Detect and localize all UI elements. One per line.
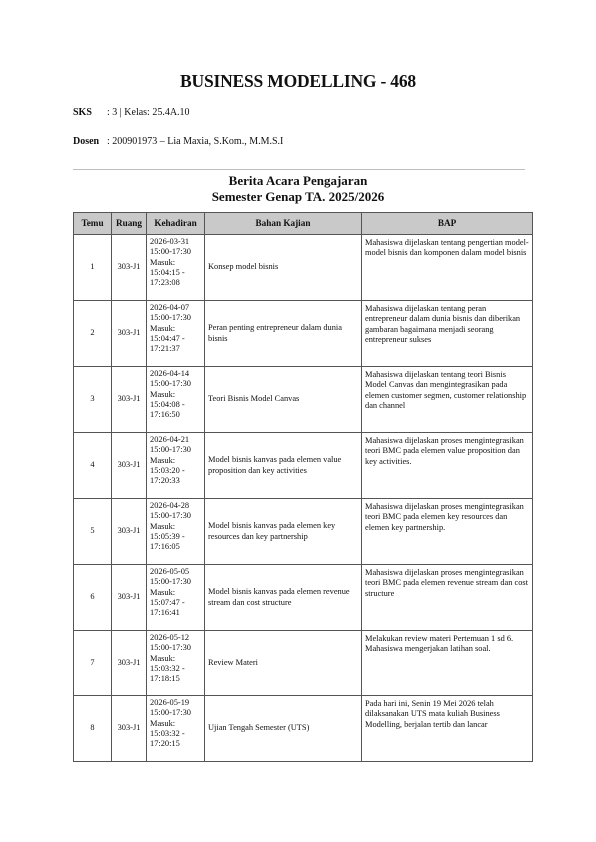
kehadiran-time: 15:00-17:30 (150, 577, 191, 587)
bahan-kajian-cell: Review Materi (205, 631, 362, 696)
kehadiran-date: 2026-04-28 (150, 501, 190, 510)
table-row (74, 235, 533, 301)
kehadiran-masuk-label: Masuk: (150, 455, 176, 465)
ruang-cell: 303-J1 (112, 631, 147, 696)
temu-cell: 3 (74, 367, 112, 433)
temu-cell: 4 (74, 433, 112, 499)
bap-cell: Melakukan review materi Pertemuan 1 sd 6. Mahasiswa mengerjakan latihan soal. (362, 631, 533, 696)
ruang-cell: 303-J1 (112, 367, 147, 433)
kehadiran-masuk-time: 15:04:08 - (150, 399, 185, 409)
ruang-cell: 303-J1 (112, 696, 147, 762)
table-row (74, 565, 533, 631)
kehadiran-masuk-time: 15:03:20 - (150, 465, 185, 475)
kehadiran-date: 2026-03-31 (150, 237, 190, 246)
kehadiran-keluar-time: 17:16:05 (150, 542, 180, 552)
bap-cell: Pada hari ini, Senin 19 Mei 2026 telah dilaksanakan UTS mata kuliah Business Modelling, berjalan tertib dan lancar (362, 696, 533, 762)
temu-cell: 6 (74, 565, 112, 631)
bahan-kajian-cell: Model bisnis kanvas pada elemen value proposition dan key activities (205, 433, 362, 499)
kehadiran-date: 2026-05-19 (150, 698, 190, 707)
report-subtitle: Berita Acara Pengajaran (228, 173, 368, 188)
table-header-row (74, 213, 533, 235)
temu-cell: 5 (74, 499, 112, 565)
ruang-cell: 303-J1 (112, 565, 147, 631)
bahan-kajian-cell: Peran penting entrepreneur dalam dunia bisnis (205, 301, 362, 367)
kehadiran-masuk-label: Masuk: (150, 587, 176, 597)
kehadiran-masuk-label: Masuk: (150, 521, 176, 531)
kehadiran-cell (147, 433, 205, 499)
kehadiran-keluar-time: 17:20:33 (150, 476, 180, 486)
sks-label: SKS (73, 107, 92, 118)
kehadiran-cell (147, 565, 205, 631)
kehadiran-keluar-time: 17:20:15 (150, 739, 180, 749)
col-header-bap: BAP (362, 213, 533, 235)
kehadiran-keluar-time: 17:16:50 (150, 410, 180, 420)
kehadiran-time: 15:00-17:30 (150, 313, 191, 323)
col-header-temu: Temu (74, 213, 112, 235)
kehadiran-masuk-time: 15:04:47 - (150, 333, 185, 343)
course-title: BUSINESS MODELLING - 468 (180, 71, 416, 91)
kehadiran-time: 15:00-17:30 (150, 379, 191, 389)
sks-value: : 3 | Kelas: 25.4A.10 (107, 107, 190, 118)
kehadiran-time: 15:00-17:30 (150, 511, 191, 521)
dosen-value: : 200901973 – Lia Maxia, S.Kom., M.M.S.I (107, 136, 284, 147)
kehadiran-date: 2026-05-12 (150, 633, 190, 642)
temu-cell: 7 (74, 631, 112, 696)
kehadiran-keluar-time: 17:16:41 (150, 608, 180, 618)
kehadiran-masuk-time: 15:05:39 - (150, 531, 185, 541)
bahan-kajian-cell: Teori Bisnis Model Canvas (205, 367, 362, 433)
bap-cell: Mahasiswa dijelaskan proses mengintegrasikan teori BMC pada elemen value proposition dan key activities. (362, 433, 533, 499)
bahan-kajian-cell: Model bisnis kanvas pada elemen revenue stream dan cost structure (205, 565, 362, 631)
dosen-line (73, 136, 283, 147)
ruang-cell: 303-J1 (112, 235, 147, 301)
kehadiran-date: 2026-04-21 (150, 435, 190, 444)
teaching-report-table (73, 212, 533, 762)
col-header-bahan-kajian: Bahan Kajian (205, 213, 362, 235)
kehadiran-date: 2026-05-05 (150, 567, 190, 576)
kehadiran-keluar-time: 17:21:37 (150, 344, 180, 354)
kehadiran-masuk-label: Masuk: (150, 389, 176, 399)
kehadiran-cell (147, 235, 205, 301)
temu-cell: 1 (74, 235, 112, 301)
temu-cell: 8 (74, 696, 112, 762)
table-row (74, 301, 533, 367)
bap-cell: Mahasiswa dijelaskan tentang peran entrepreneur dalam dunia bisnis dan diberikan gambaran bagaimana menjadi seorang entrepreneur sukses (362, 301, 533, 367)
bap-cell: Mahasiswa dijelaskan proses mengintegrasikan teori BMC pada elemen key resources dan elemen key partnership. (362, 499, 533, 565)
bap-cell: Mahasiswa dijelaskan tentang teori Bisnis Model Canvas dan mengintegrasikan pada elemen customer segmen, customer relationship dan channel (362, 367, 533, 433)
kehadiran-time: 15:00-17:30 (150, 445, 191, 455)
table-row (74, 696, 533, 762)
kehadiran-time: 15:00-17:30 (150, 247, 191, 257)
divider (73, 169, 525, 170)
table-row (74, 631, 533, 696)
kehadiran-time: 15:00-17:30 (150, 708, 191, 718)
kehadiran-cell (147, 499, 205, 565)
sks-line (73, 107, 190, 118)
col-header-kehadiran: Kehadiran (147, 213, 205, 235)
kehadiran-time: 15:00-17:30 (150, 643, 191, 653)
col-header-ruang: Ruang (112, 213, 147, 235)
ruang-cell: 303-J1 (112, 301, 147, 367)
kehadiran-masuk-label: Masuk: (150, 257, 176, 267)
temu-cell: 2 (74, 301, 112, 367)
kehadiran-masuk-time: 15:03:32 - (150, 728, 185, 738)
ruang-cell: 303-J1 (112, 499, 147, 565)
bahan-kajian-cell: Konsep model bisnis (205, 235, 362, 301)
kehadiran-date: 2026-04-07 (150, 303, 190, 312)
kehadiran-keluar-time: 17:18:15 (150, 674, 180, 684)
bap-cell: Mahasiswa dijelaskan tentang pengertian model-model bisnis dan komponen dalam model bisnis (362, 235, 533, 301)
table-row (74, 433, 533, 499)
kehadiran-cell (147, 367, 205, 433)
kehadiran-keluar-time: 17:23:08 (150, 278, 180, 288)
bahan-kajian-cell: Ujian Tengah Semester (UTS) (205, 696, 362, 762)
bahan-kajian-cell: Model bisnis kanvas pada elemen key resources dan key partnership (205, 499, 362, 565)
kehadiran-masuk-label: Masuk: (150, 718, 176, 728)
kehadiran-cell (147, 696, 205, 762)
semester-subtitle: Semester Genap TA. 2025/2026 (211, 189, 385, 204)
dosen-label: Dosen (73, 136, 100, 147)
kehadiran-masuk-label: Masuk: (150, 323, 176, 333)
kehadiran-masuk-time: 15:07:47 - (150, 597, 185, 607)
kehadiran-masuk-label: Masuk: (150, 653, 176, 663)
ruang-cell: 303-J1 (112, 433, 147, 499)
table-row (74, 367, 533, 433)
kehadiran-cell (147, 301, 205, 367)
kehadiran-date: 2026-04-14 (150, 369, 190, 378)
kehadiran-cell (147, 631, 205, 696)
kehadiran-masuk-time: 15:04:15 - (150, 267, 185, 277)
kehadiran-masuk-time: 15:03:32 - (150, 663, 185, 673)
bap-cell: Mahasiswa dijelaskan proses mengintegrasikan teori BMC pada elemen revenue stream dan cost structure (362, 565, 533, 631)
table-row (74, 499, 533, 565)
